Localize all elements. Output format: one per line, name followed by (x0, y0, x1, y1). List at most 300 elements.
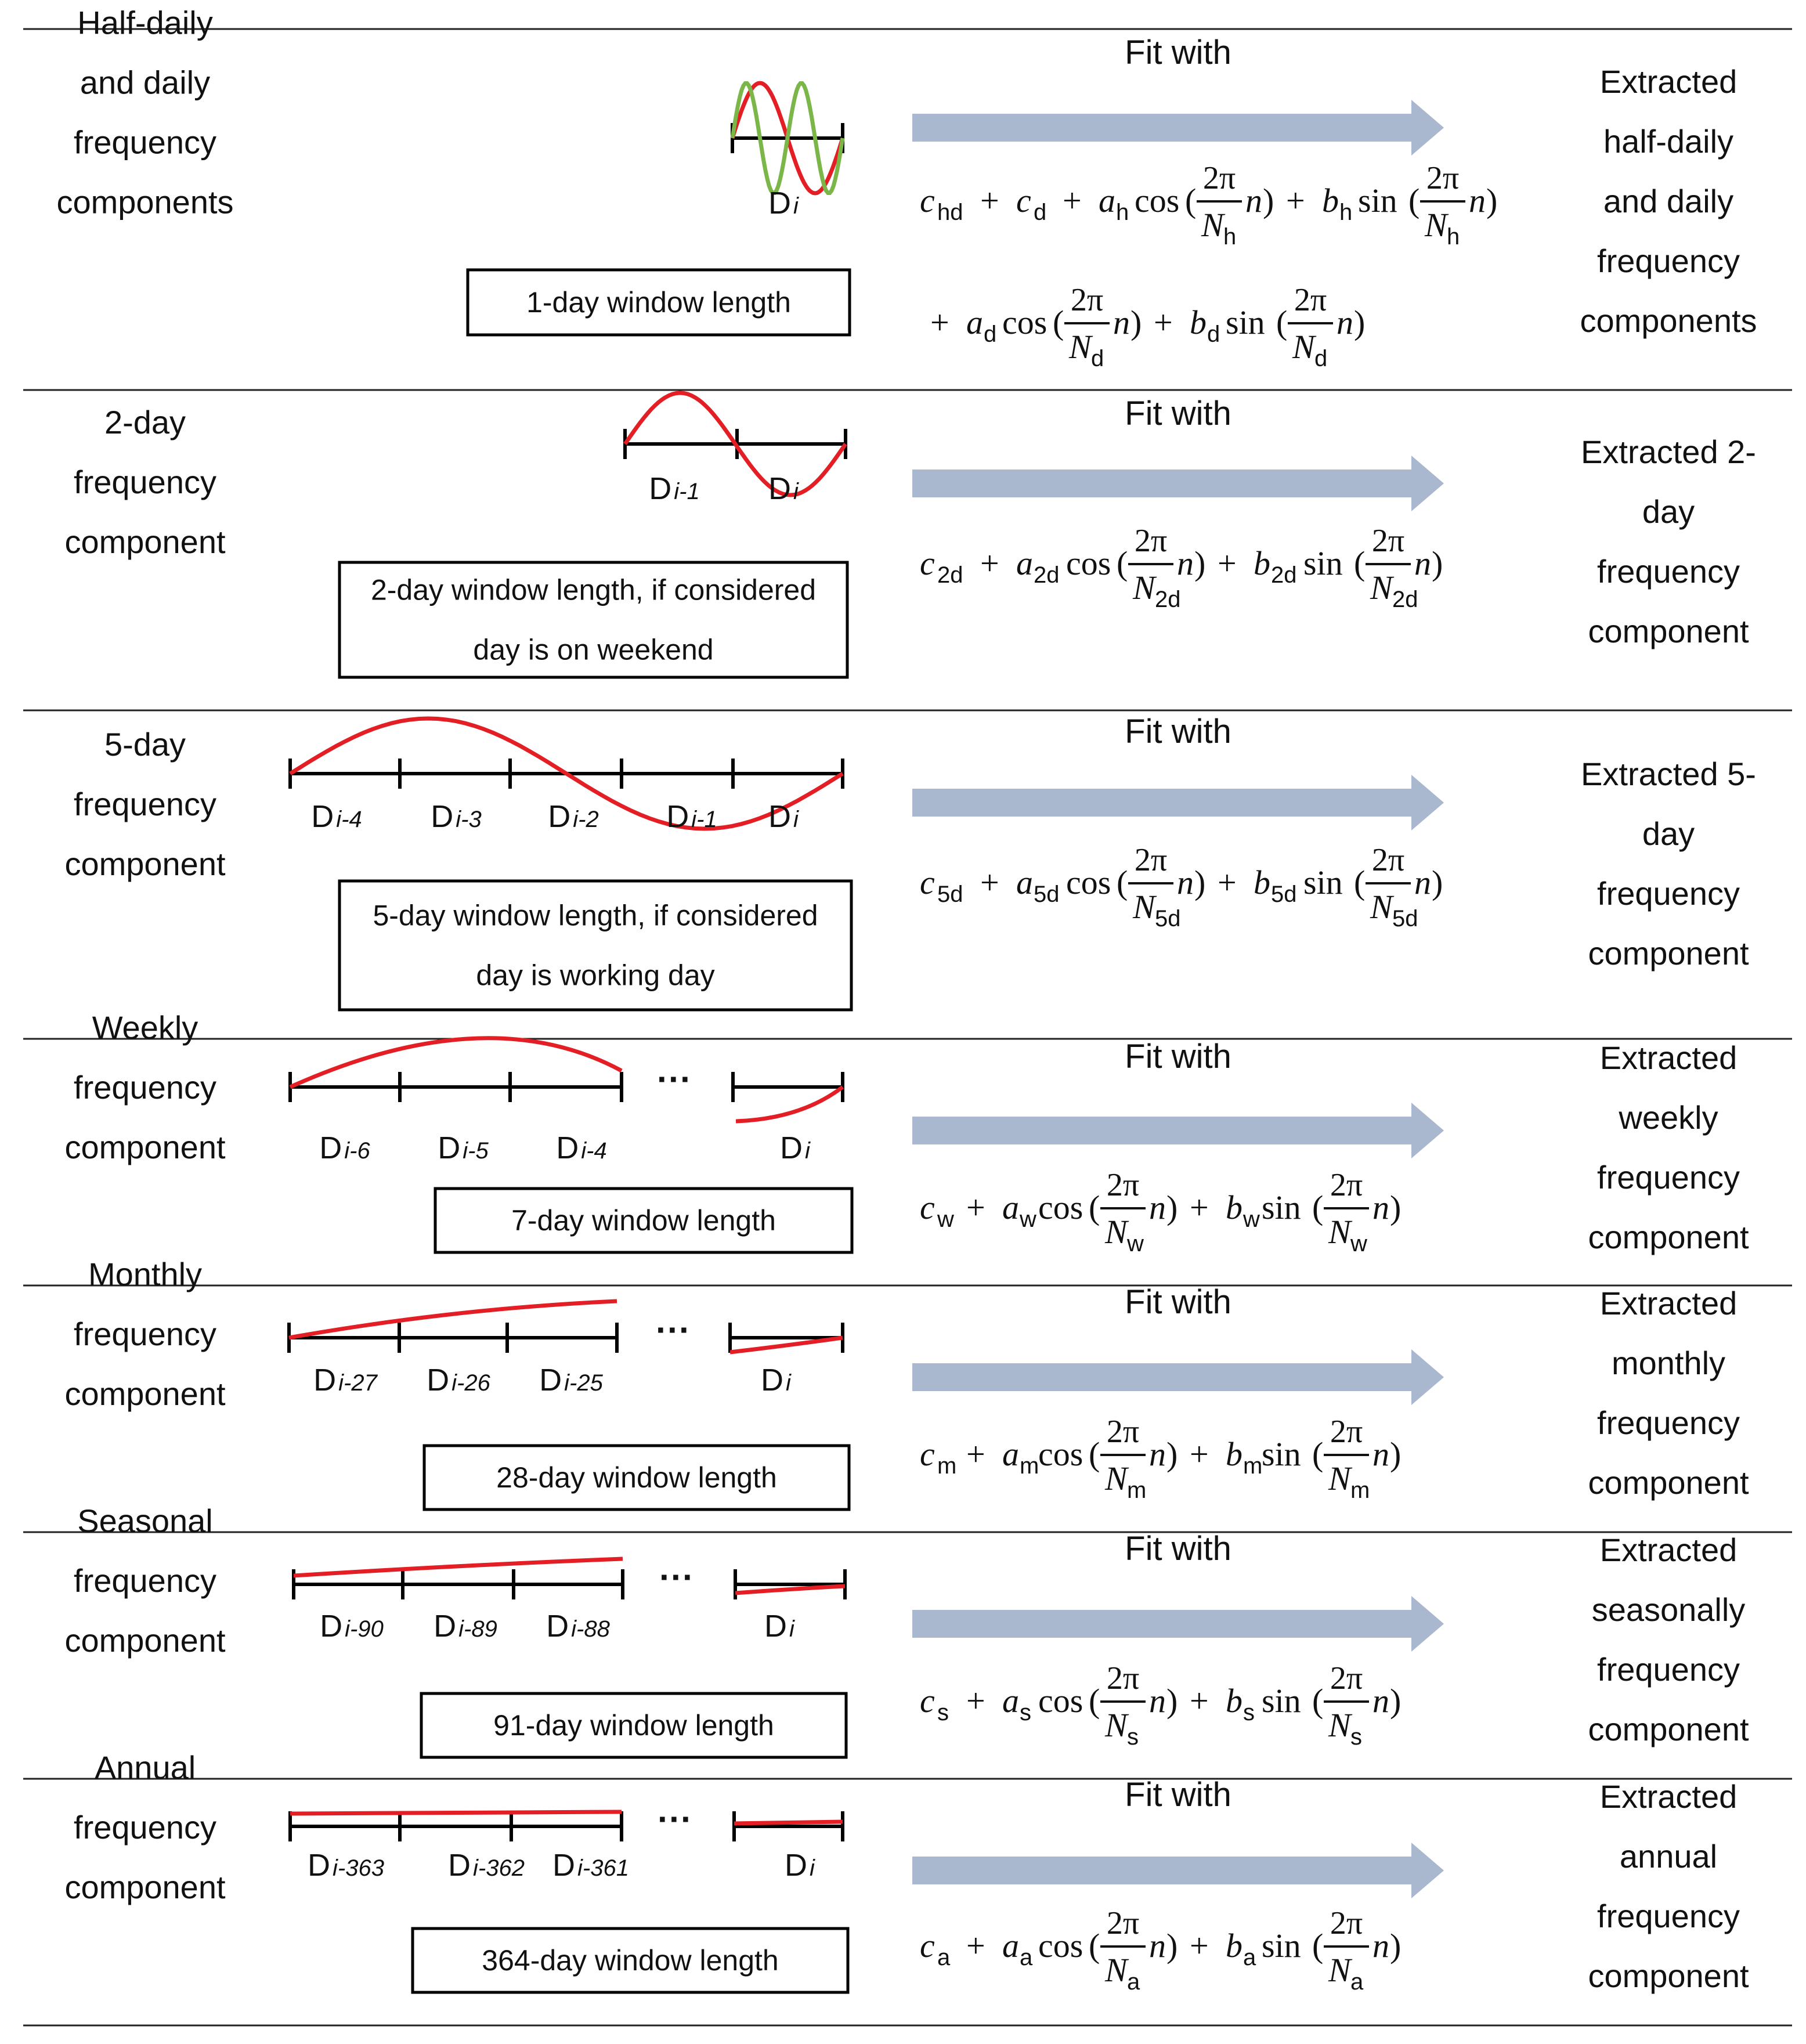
formula-numerator: 2π (1330, 1905, 1363, 1941)
row-title-line: component (64, 1869, 226, 1905)
result-label-line: component (1588, 1464, 1749, 1501)
result-label-line: seasonally (1591, 1591, 1746, 1628)
formula-paren: ( (1312, 1682, 1324, 1720)
row-monthly (64, 1256, 1749, 1509)
formula-operator: + (1190, 1435, 1209, 1473)
window-length-text: 1-day window length (526, 286, 791, 319)
fit-formula-line (920, 1414, 1401, 1503)
formula-function-cos: cos (1066, 544, 1111, 582)
formula-denominator: N (1370, 569, 1393, 606)
formula-function-sin: sin (1262, 1189, 1301, 1226)
formula-variable: n (1372, 1927, 1389, 1964)
row-title-line: component (64, 1622, 226, 1659)
day-label-index: i-27 (338, 1370, 377, 1396)
day-label-base: D (311, 799, 334, 834)
day-label-base: D (431, 799, 454, 834)
formula-paren: ( (1117, 544, 1128, 582)
formula-variable: n (1414, 864, 1431, 901)
formula-operator: + (1286, 182, 1305, 219)
result-label-line: component (1588, 1219, 1749, 1255)
fit-formula-line (920, 1905, 1401, 1995)
formula-denominator: N (1105, 1706, 1128, 1744)
result-label-line: day (1642, 493, 1695, 530)
formula-subscript: d (1091, 346, 1104, 371)
formula-numerator: 2π (1106, 1660, 1140, 1696)
formula-function-cos: cos (1002, 304, 1048, 341)
formula-paren: ) (1486, 182, 1498, 219)
formula-denominator: N (1133, 569, 1155, 606)
formula-operator: + (1218, 864, 1237, 901)
day-label (319, 1131, 370, 1165)
formula-subscript: 2d (1271, 562, 1297, 588)
formula-variable: n (1372, 1682, 1389, 1720)
result-label-line: Extracted 2- (1581, 434, 1756, 470)
fit-formula-line (920, 842, 1443, 931)
formula-subscript: 5d (1155, 906, 1181, 931)
day-label-base: D (768, 799, 792, 834)
formula-paren: ) (1166, 1435, 1178, 1473)
formula-subscript: 2d (937, 562, 963, 588)
ellipsis: ··· (656, 1310, 691, 1349)
day-label-index: i-25 (564, 1370, 603, 1396)
fit-with-label: Fit with (1125, 395, 1231, 432)
formula-function-cos: cos (1066, 864, 1111, 901)
fitted-sine-curve (730, 1338, 843, 1352)
fit-arrow (912, 456, 1444, 511)
formula-subscript: s (1243, 1700, 1255, 1725)
row-title-line: components (56, 183, 234, 221)
formula-subscript: m (1350, 1478, 1370, 1503)
result-label-line: component (1588, 1711, 1749, 1747)
day-label (448, 1848, 525, 1883)
day-label-base: D (320, 1609, 343, 1644)
row-annual (64, 1749, 1749, 1995)
day-label-index: i (793, 807, 799, 832)
formula-numerator: 2π (1106, 1167, 1140, 1203)
fitted-sine-curve (290, 1812, 622, 1814)
formula-function-sin: sin (1262, 1927, 1301, 1964)
result-label-line: and daily (1603, 183, 1734, 219)
fit-arrow (912, 100, 1444, 156)
day-label (556, 1131, 606, 1165)
formula-paren: ( (1276, 304, 1288, 341)
day-label-base: D (319, 1131, 342, 1165)
formula-numerator: 2π (1106, 1905, 1140, 1941)
row-title-line: component (64, 1129, 226, 1165)
day-label-index: i (786, 1370, 791, 1396)
formula-coefficient: a (1002, 1682, 1019, 1720)
formula-paren: ( (1408, 182, 1420, 219)
day-label-base: D (768, 186, 792, 221)
formula-function-sin: sin (1358, 182, 1397, 219)
formula-numerator: 2π (1330, 1414, 1363, 1450)
fit-with-label: Fit with (1125, 1530, 1231, 1568)
formula-operator: + (1190, 1927, 1209, 1964)
formula-coefficient: c (920, 1435, 935, 1473)
row-title-line: frequency (74, 1069, 216, 1106)
formula-variable: n (1149, 1189, 1166, 1226)
formula-denominator: N (1328, 1706, 1351, 1744)
day-label-base: D (539, 1363, 562, 1397)
formula-coefficient: b (1226, 1927, 1242, 1964)
window-length-text: 28-day window length (496, 1461, 777, 1494)
day-label (649, 471, 699, 506)
formula-numerator: 2π (1371, 842, 1405, 878)
day-label-base: D (438, 1131, 461, 1165)
row-title-line: frequency (74, 1562, 216, 1599)
ellipsis: ··· (659, 1558, 694, 1597)
formula-denominator: N (1133, 888, 1155, 926)
formula-coefficient: b (1226, 1189, 1242, 1226)
timeline (294, 1558, 845, 1644)
formula-variable: n (1469, 182, 1486, 219)
day-label-index: i (805, 1138, 810, 1164)
fit-formula-line (920, 1167, 1401, 1256)
formula-coefficient: a (966, 304, 983, 341)
rows (56, 5, 1757, 1995)
window-length-text: 364-day window length (482, 1944, 779, 1977)
formula-paren: ( (1117, 864, 1128, 901)
ellipsis: ··· (657, 1060, 692, 1099)
formula-denominator: N (1328, 1951, 1351, 1989)
day-label-base: D (649, 471, 672, 506)
result-label-line: components (1580, 302, 1757, 339)
formula-paren: ) (1390, 1435, 1402, 1473)
day-label (548, 799, 598, 834)
formula-coefficient: c (920, 182, 935, 219)
result-label-line: Extracted 5- (1581, 756, 1756, 792)
day-label-base: D (780, 1131, 803, 1165)
day-label-base: D (785, 1848, 808, 1883)
result-label-line: component (1588, 935, 1749, 972)
day-label (320, 1609, 384, 1644)
fit-arrow (912, 1596, 1444, 1652)
formula-paren: ) (1166, 1682, 1178, 1720)
formula-function-cos: cos (1135, 182, 1180, 219)
formula-numerator: 2π (1134, 523, 1168, 559)
result-label-line: Extracted (1599, 1039, 1738, 1076)
day-label-index: i-6 (344, 1138, 370, 1164)
day-label-index: i (810, 1855, 815, 1881)
formula-numerator: 2π (1294, 282, 1327, 318)
formula-paren: ( (1312, 1189, 1324, 1226)
window-length-text: day is working day (476, 959, 715, 992)
formula-subscript: a (1127, 1969, 1140, 1995)
formula-subscript: a (1020, 1945, 1033, 1970)
formula-denominator: N (1201, 206, 1224, 244)
fit-with-label: Fit with (1125, 1776, 1231, 1814)
fit-formula-line (920, 160, 1497, 250)
formula-paren: ) (1130, 304, 1142, 341)
formula-variable: n (1245, 182, 1262, 219)
formula-operator: + (966, 1927, 985, 1964)
fitted-sine-curve (736, 1087, 843, 1121)
day-label-index: i (793, 193, 799, 219)
row-title-line: component (64, 846, 226, 882)
row-5-day (64, 713, 1756, 1010)
day-label (539, 1363, 603, 1397)
row-title-line: Seasonal (77, 1503, 213, 1539)
formula-subscript: 5d (937, 882, 963, 907)
row-title-line: frequency (74, 1809, 216, 1846)
result-label-line: Extracted (1599, 1532, 1738, 1568)
result-label-line: annual (1619, 1838, 1718, 1875)
day-label-base: D (761, 1363, 784, 1397)
row-weekly (64, 1009, 1749, 1256)
timeline (732, 83, 843, 221)
formula-denominator: N (1069, 328, 1092, 366)
row-seasonal (64, 1503, 1749, 1757)
formula-subscript: 2d (1155, 587, 1181, 612)
formula-paren: ) (1390, 1682, 1402, 1720)
fit-arrow (912, 1349, 1444, 1405)
formula-operator: + (1190, 1189, 1209, 1226)
formula-subscript: w (1350, 1231, 1367, 1256)
formula-subscript: w (1243, 1207, 1260, 1232)
timeline (290, 1800, 843, 1883)
formula-operator: + (930, 304, 949, 341)
fit-formula-line (920, 523, 1443, 612)
formula-variable: n (1337, 304, 1353, 341)
fit-arrow (912, 775, 1444, 830)
formula-subscript: 5d (1392, 906, 1418, 931)
formula-numerator: 2π (1330, 1660, 1363, 1696)
formula-variable: n (1177, 544, 1194, 582)
timeline (625, 393, 846, 506)
fitted-sine-curve (294, 1559, 623, 1576)
result-label-line: day (1642, 815, 1695, 852)
formula-paren: ) (1263, 182, 1274, 219)
timeline (290, 1038, 843, 1165)
formula-coefficient: b (1322, 182, 1339, 219)
row-title-line: and daily (80, 64, 211, 101)
formula-function-sin: sin (1226, 304, 1265, 341)
fit-with-label: Fit with (1125, 34, 1231, 71)
day-label-base: D (434, 1609, 457, 1644)
formula-function-sin: sin (1303, 864, 1343, 901)
row-title-line: frequency (74, 464, 216, 500)
formula-paren: ) (1432, 544, 1443, 582)
formula-subscript: d (1034, 200, 1047, 225)
formula-denominator: N (1292, 328, 1315, 366)
day-label (438, 1131, 489, 1165)
formula-variable: n (1372, 1435, 1389, 1473)
day-label-index: i-90 (345, 1616, 384, 1642)
formula-subscript: w (1127, 1231, 1144, 1256)
formula-coefficient: b (1254, 864, 1270, 901)
formula-coefficient: a (1016, 544, 1033, 582)
formula-operator: + (1190, 1682, 1209, 1720)
day-label-index: i-1 (674, 479, 700, 504)
fit-arrow (912, 1103, 1444, 1158)
row-2-day (64, 393, 1756, 677)
formula-denominator: N (1370, 888, 1393, 926)
fitted-sine-curve (289, 1301, 617, 1338)
day-label-index: i-361 (577, 1855, 629, 1881)
day-label (785, 1848, 815, 1883)
formula-subscript: d (1207, 322, 1220, 347)
day-label-index: i (789, 1616, 794, 1642)
day-label (434, 1609, 497, 1644)
formula-paren: ) (1390, 1189, 1402, 1226)
formula-coefficient: c (920, 864, 935, 901)
formula-operator: + (966, 1682, 985, 1720)
row-title-line: 2-day (104, 404, 186, 440)
formula-numerator: 2π (1426, 160, 1460, 196)
day-label-index: i-4 (581, 1138, 607, 1164)
formula-paren: ) (1390, 1927, 1402, 1964)
formula-paren: ) (1166, 1189, 1178, 1226)
result-label-line: weekly (1619, 1099, 1718, 1136)
day-label-base: D (764, 1609, 788, 1644)
day-label (552, 1848, 629, 1883)
formula-coefficient: b (1226, 1682, 1242, 1720)
formula-subscript: m (1127, 1478, 1147, 1503)
formula-subscript: a (1243, 1945, 1256, 1970)
day-label-base: D (666, 799, 689, 834)
fitted-sine-curve (735, 1586, 845, 1593)
formula-denominator: N (1105, 1460, 1128, 1497)
formula-variable: n (1372, 1189, 1389, 1226)
day-label (546, 1609, 610, 1644)
formula-subscript: w (937, 1207, 954, 1232)
day-label-base: D (768, 471, 792, 506)
day-label-index: i-4 (336, 807, 362, 832)
formula-coefficient: a (1016, 864, 1033, 901)
day-label-base: D (556, 1131, 579, 1165)
result-label-line: frequency (1597, 553, 1740, 590)
formula-subscript: s (1020, 1700, 1031, 1725)
day-label-index: i-3 (456, 807, 482, 832)
formula-paren: ( (1089, 1927, 1100, 1964)
day-label-index: i-5 (463, 1138, 489, 1164)
formula-variable: n (1149, 1927, 1166, 1964)
window-length-text: 7-day window length (511, 1204, 776, 1237)
fit-with-label: Fit with (1125, 713, 1231, 750)
formula-coefficient: c (920, 1927, 935, 1964)
formula-operator: + (966, 1189, 985, 1226)
formula-function-sin: sin (1262, 1682, 1301, 1720)
day-label (427, 1363, 490, 1397)
formula-subscript: hd (937, 200, 963, 225)
formula-paren: ( (1354, 864, 1366, 901)
formula-denominator: N (1328, 1460, 1351, 1497)
result-label-line: frequency (1597, 1404, 1740, 1441)
formula-subscript: h (1223, 224, 1237, 250)
timeline (290, 718, 843, 834)
formula-subscript: w (1020, 1207, 1036, 1232)
day-label-index: i-2 (573, 807, 599, 832)
row-title-line: 5-day (104, 726, 186, 763)
result-label-line: Extracted (1599, 1285, 1738, 1321)
day-label (311, 799, 362, 834)
formula-paren: ( (1089, 1682, 1100, 1720)
fitted-sine-curve (734, 1822, 843, 1823)
result-label-line: component (1588, 1958, 1749, 1994)
day-label (308, 1848, 384, 1883)
formula-subscript: 5d (1271, 882, 1297, 907)
day-label (666, 799, 717, 834)
formula-coefficient: b (1190, 304, 1207, 341)
day-label-index: i-1 (691, 807, 717, 832)
day-label-index: i-89 (458, 1616, 497, 1642)
day-label-base: D (552, 1848, 576, 1883)
result-label-line: monthly (1611, 1345, 1726, 1381)
formula-denominator: N (1105, 1213, 1128, 1251)
day-label-index: i-26 (452, 1370, 490, 1396)
window-length-text: 2-day window length, if considered (370, 573, 817, 606)
row-title-line: Weekly (92, 1009, 198, 1046)
formula-paren: ( (1185, 182, 1197, 219)
formula-subscript: m (1020, 1453, 1039, 1479)
fit-formula-line (920, 1660, 1401, 1750)
row-half-daily (56, 5, 1757, 372)
formula-subscript: d (984, 322, 997, 347)
formula-operator: + (1218, 544, 1237, 582)
formula-subscript: h (1339, 200, 1353, 225)
formula-coefficient: a (1002, 1927, 1019, 1964)
result-label-line: frequency (1597, 875, 1740, 912)
formula-paren: ( (1053, 304, 1064, 341)
day-label (768, 471, 799, 506)
result-label-line: frequency (1597, 1159, 1740, 1196)
day-label (764, 1609, 795, 1644)
fit-formula-line (930, 282, 1365, 371)
formula-operator: + (1154, 304, 1173, 341)
formula-subscript: d (1314, 346, 1328, 371)
result-label-line: half-daily (1603, 123, 1734, 160)
formula-coefficient: a (1002, 1189, 1019, 1226)
formula-coefficient: c (1016, 182, 1031, 219)
formula-paren: ) (1194, 544, 1206, 582)
formula-paren: ) (1354, 304, 1366, 341)
formula-paren: ) (1432, 864, 1443, 901)
day-label-base: D (548, 799, 571, 834)
row-title-line: Monthly (88, 1256, 203, 1292)
formula-function-cos: cos (1038, 1435, 1083, 1473)
formula-coefficient: b (1254, 544, 1270, 582)
formula-numerator: 2π (1134, 842, 1168, 878)
formula-subscript: 5d (1034, 882, 1060, 907)
window-length-text: 5-day window length, if considered (373, 899, 818, 932)
day-label (431, 799, 481, 834)
formula-function-cos: cos (1038, 1927, 1083, 1964)
day-label (313, 1363, 378, 1397)
formula-numerator: 2π (1330, 1167, 1363, 1203)
formula-variable: n (1414, 544, 1431, 582)
formula-coefficient: a (1002, 1435, 1019, 1473)
row-title-line: component (64, 523, 226, 560)
day-label-base: D (427, 1363, 450, 1397)
result-label-line: frequency (1597, 1898, 1740, 1934)
formula-subscript: m (937, 1453, 957, 1479)
formula-paren: ( (1089, 1435, 1100, 1473)
formula-operator: + (980, 544, 999, 582)
day-label (780, 1131, 811, 1165)
result-label-line: component (1588, 613, 1749, 649)
day-label-index: i-88 (571, 1616, 610, 1642)
formula-subscript: a (937, 1945, 951, 1970)
formula-paren: ( (1089, 1189, 1100, 1226)
fit-arrow (912, 1843, 1444, 1898)
formula-denominator: N (1105, 1951, 1128, 1989)
formula-denominator: N (1328, 1213, 1351, 1251)
day-label (768, 186, 799, 221)
formula-function-sin: sin (1262, 1435, 1301, 1473)
formula-numerator: 2π (1070, 282, 1104, 318)
day-label-index: i-363 (333, 1855, 384, 1881)
row-title-line: component (64, 1375, 226, 1412)
